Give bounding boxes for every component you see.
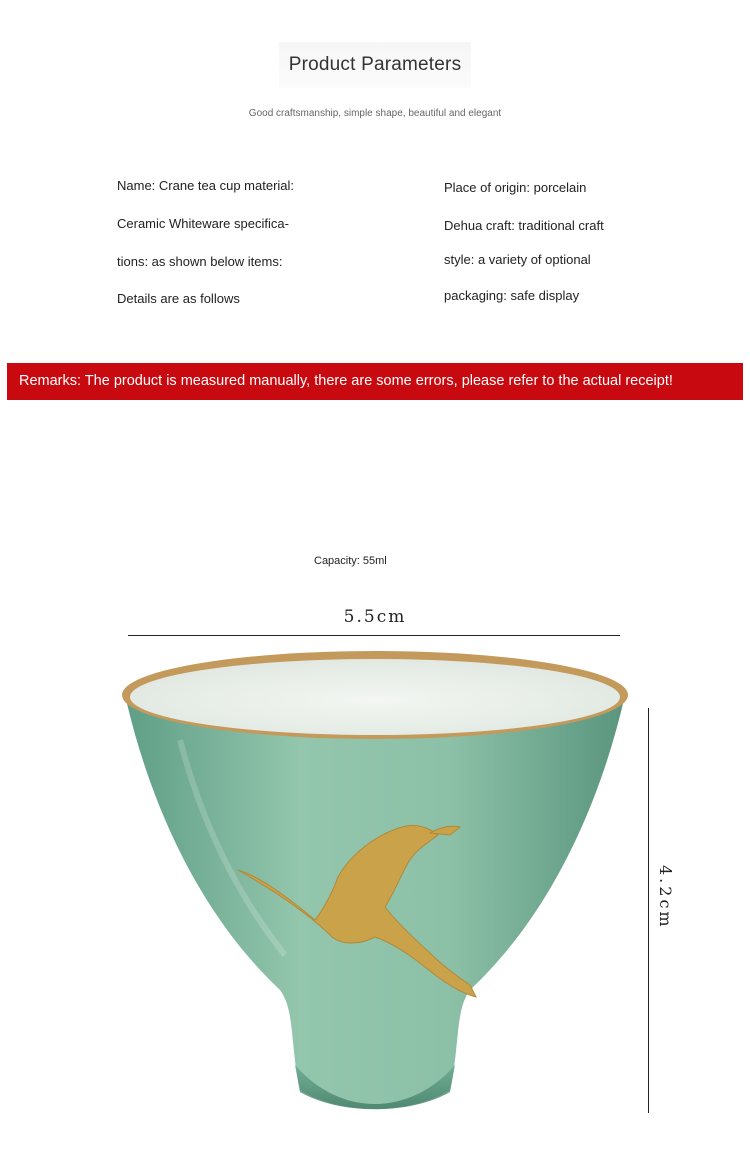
page-subtitle: Good craftsmanship, simple shape, beautiful and elegant bbox=[248, 108, 502, 119]
product-image bbox=[110, 645, 640, 1120]
param-line: Place of origin: porcelain bbox=[444, 180, 587, 195]
param-line: Ceramic Whiteware specifica- bbox=[117, 216, 289, 231]
param-line: Details are as follows bbox=[117, 291, 240, 306]
param-line: tions: as shown below items: bbox=[117, 254, 283, 269]
param-line: Name: Crane tea cup material: bbox=[117, 178, 295, 193]
title-block bbox=[0, 42, 750, 88]
capacity-label: Capacity: 55ml bbox=[314, 555, 387, 567]
params-right-column bbox=[444, 180, 704, 320]
page-title: Product Parameters bbox=[279, 42, 472, 88]
height-dimension-label: 4.2cm bbox=[656, 865, 675, 930]
params-left-column bbox=[117, 178, 377, 318]
param-line: style: a variety of optional bbox=[444, 252, 591, 267]
param-line: Dehua craft: traditional craft bbox=[444, 218, 604, 233]
remarks-banner: Remarks: The product is measured manually, there are some errors, please refer to the actual receipt! bbox=[7, 363, 743, 400]
height-dimension-line bbox=[648, 708, 649, 1113]
width-dimension-label: 5.5cm bbox=[343, 607, 407, 627]
width-dimension-line bbox=[128, 635, 620, 636]
param-line: packaging: safe display bbox=[444, 288, 580, 303]
